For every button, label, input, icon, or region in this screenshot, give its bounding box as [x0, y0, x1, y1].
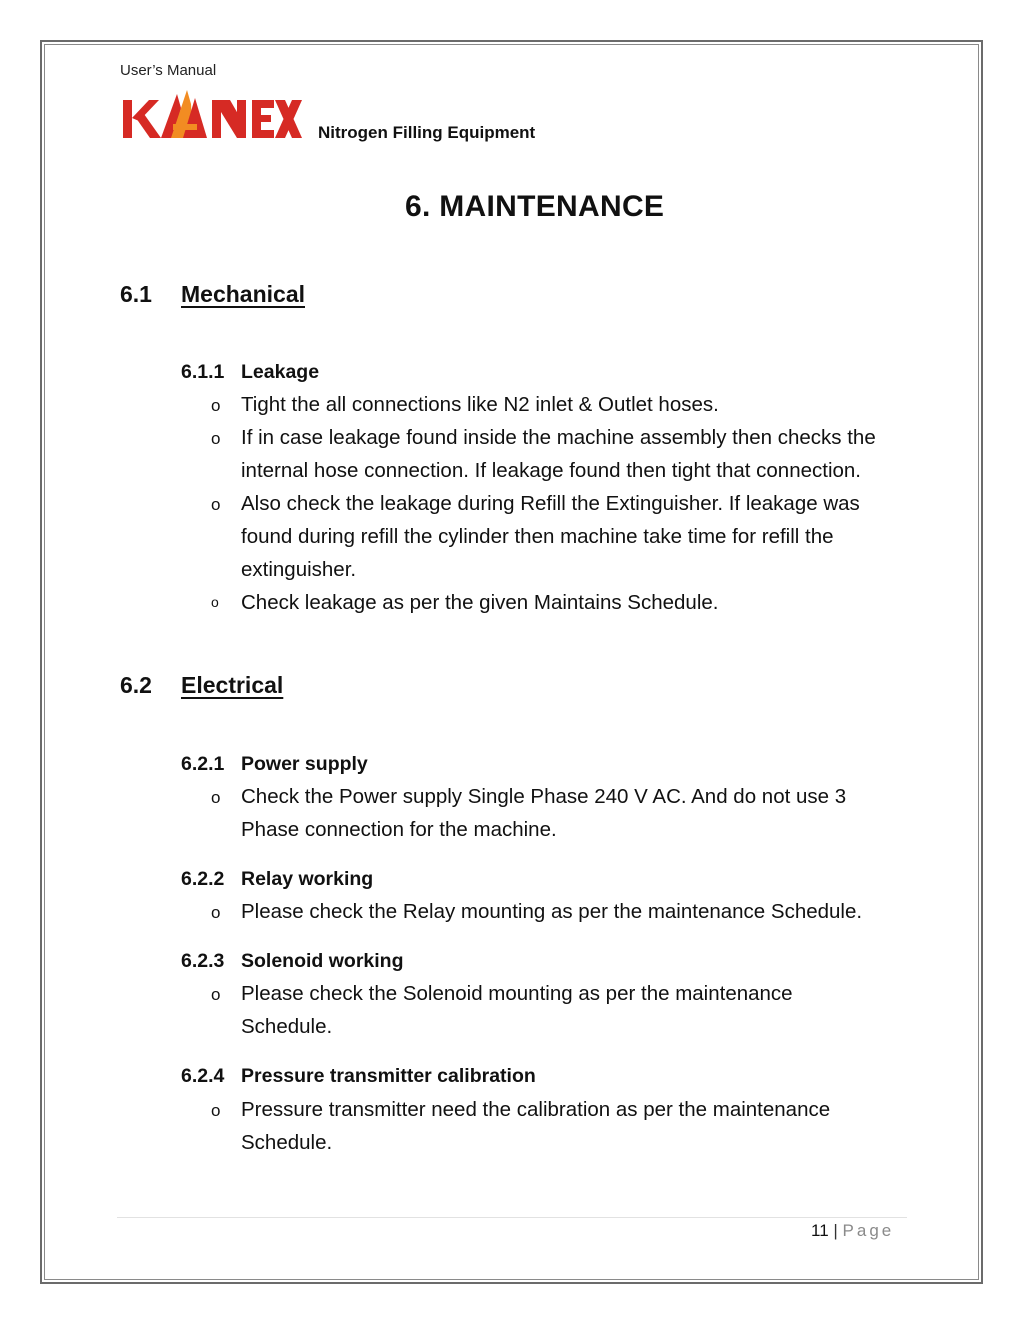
subsection-number: 6.1.1 [181, 361, 225, 383]
manual-label: User’s Manual [120, 62, 217, 79]
section-title: Mechanical [181, 281, 305, 307]
section-number: 6.2 [120, 672, 152, 698]
bullet-marker: o [211, 788, 221, 807]
section-number: 6.1 [120, 281, 152, 307]
bullet-text: Also check the leakage during Refill the Extinguisher. If leakage was [241, 492, 860, 515]
page-label: Page [842, 1221, 895, 1240]
subsection-number: 6.2.4 [181, 1065, 225, 1087]
subsection-title: Pressure transmitter calibration [241, 1065, 536, 1087]
bullet-text: Schedule. [241, 1015, 333, 1038]
bullet-marker: o [211, 903, 221, 922]
bullet-marker: o [211, 495, 221, 514]
section-title: Electrical [181, 672, 284, 698]
subsection-number: 6.2.1 [181, 753, 225, 775]
bullet-marker: o [211, 429, 221, 448]
bullet-text: Please check the Relay mounting as per the maintenance Schedule. [241, 900, 863, 923]
page-number: 11 [811, 1221, 829, 1240]
bullet-text: Phase connection for the machine. [241, 818, 557, 841]
document-subtitle: Nitrogen Filling Equipment [318, 123, 536, 142]
logo-letter-e [252, 100, 274, 138]
bullet-marker: o [211, 396, 221, 415]
page-separator: | [833, 1221, 838, 1240]
bullet-text: Please check the Solenoid mounting as per the maintenance [241, 982, 793, 1005]
bullet-marker: o [211, 1101, 221, 1120]
logo-letter-k [123, 100, 161, 138]
bullet-text: extinguisher. [241, 558, 357, 581]
bullet-text: Tight the all connections like N2 inlet & Outlet hoses. [241, 393, 719, 416]
subsection-title: Relay working [241, 868, 374, 890]
bullet-marker: o [211, 594, 219, 610]
subsection-number: 6.2.3 [181, 950, 225, 972]
chapter-title: 6. MAINTENANCE [405, 190, 665, 223]
subsection-title: Power supply [241, 753, 368, 775]
page-border-inner [44, 44, 979, 1280]
kanex-logo [121, 88, 303, 142]
bullet-text: found during refill the cylinder then machine take time for refill the [241, 525, 834, 548]
subsection-number: 6.2.2 [181, 868, 225, 890]
bullet-text: internal hose connection. If leakage found then tight that connection. [241, 459, 861, 482]
bullet-text: Pressure transmitter need the calibration as per the maintenance [241, 1098, 831, 1121]
subsection-title: Solenoid working [241, 950, 404, 972]
bullet-text: Check leakage as per the given Maintains Schedule. [241, 591, 719, 614]
bullet-text: If in case leakage found inside the machine assembly then checks the [241, 426, 876, 449]
logo-flame [161, 90, 207, 138]
bullet-marker: o [211, 985, 221, 1004]
bullet-text: Schedule. [241, 1131, 333, 1154]
footer-divider [117, 1217, 907, 1218]
logo-letter-x [275, 100, 302, 138]
page-number-footer [811, 1221, 894, 1241]
logo-letter-n [212, 100, 246, 138]
subsection-title: Leakage [241, 361, 320, 383]
bullet-text: Check the Power supply Single Phase 240 V AC. And do not use 3 [241, 785, 847, 808]
